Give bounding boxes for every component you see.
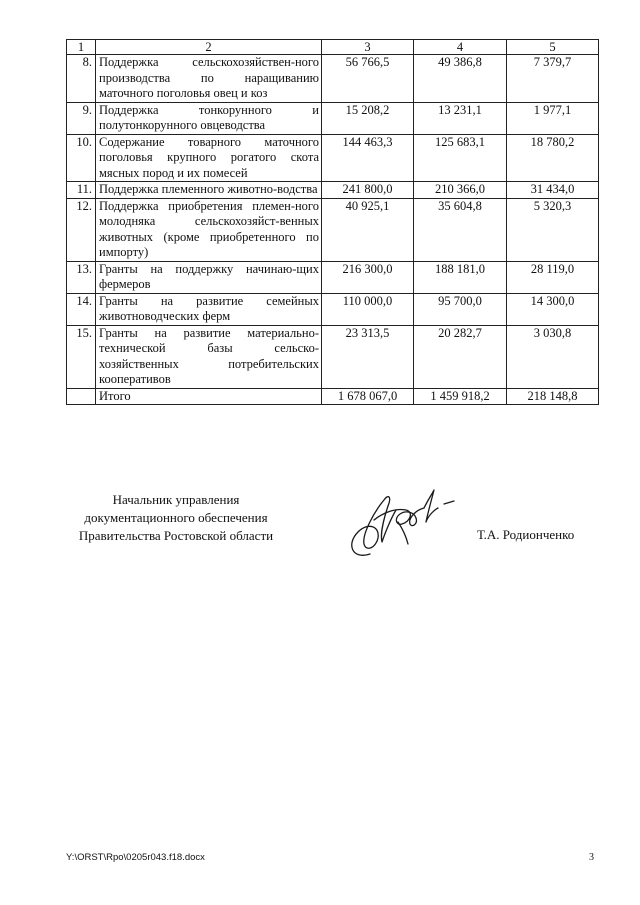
signatory-title-line: Начальник управления xyxy=(112,492,240,507)
row-number: 12. xyxy=(67,198,96,261)
table-row xyxy=(67,325,599,388)
row-number: 9. xyxy=(67,102,96,134)
table-header-row xyxy=(67,40,599,55)
table-row xyxy=(67,293,599,325)
row-value-col5: 14 300,0 xyxy=(507,293,599,325)
row-value-col5: 5 320,3 xyxy=(507,198,599,261)
row-number: 11. xyxy=(67,182,96,199)
row-value-col5: 31 434,0 xyxy=(507,182,599,199)
total-value-col4: 1 459 918,2 xyxy=(414,388,507,405)
header-cell-2: 2 xyxy=(96,40,322,55)
header-cell-4: 4 xyxy=(414,40,507,55)
budget-table xyxy=(66,39,599,405)
total-number-cell xyxy=(67,388,96,405)
row-value-col3: 23 313,5 xyxy=(322,325,414,388)
row-value-col3: 40 925,1 xyxy=(322,198,414,261)
row-name: Гранты на развитие материально-технической базы сельско-хозяйственных потребительских кооперативов xyxy=(96,325,322,388)
signatory-title-line: документационного обеспечения xyxy=(84,510,268,525)
row-value-col4: 13 231,1 xyxy=(414,102,507,134)
row-value-col4: 188 181,0 xyxy=(414,261,507,293)
row-number: 13. xyxy=(67,261,96,293)
header-cell-3: 3 xyxy=(322,40,414,55)
row-value-col5: 18 780,2 xyxy=(507,134,599,182)
row-value-col4: 125 683,1 xyxy=(414,134,507,182)
row-value-col4: 35 604,8 xyxy=(414,198,507,261)
table-row xyxy=(67,261,599,293)
row-value-col5: 1 977,1 xyxy=(507,102,599,134)
signatory-title xyxy=(66,491,286,545)
row-name: Поддержка племенного животно-водства xyxy=(96,182,322,199)
total-row xyxy=(67,388,599,405)
row-name: Гранты на развитие семейных животноводческих ферм xyxy=(96,293,322,325)
row-value-col4: 20 282,7 xyxy=(414,325,507,388)
row-value-col3: 15 208,2 xyxy=(322,102,414,134)
row-number: 10. xyxy=(67,134,96,182)
table-row xyxy=(67,134,599,182)
row-number: 14. xyxy=(67,293,96,325)
total-value-col3: 1 678 067,0 xyxy=(322,388,414,405)
row-value-col3: 110 000,0 xyxy=(322,293,414,325)
handwritten-signature xyxy=(340,482,458,566)
row-value-col4: 49 386,8 xyxy=(414,55,507,103)
total-value-col5: 218 148,8 xyxy=(507,388,599,405)
row-value-col3: 56 766,5 xyxy=(322,55,414,103)
row-value-col3: 216 300,0 xyxy=(322,261,414,293)
row-name: Гранты на поддержку начинаю-щих фермеров xyxy=(96,261,322,293)
row-number: 15. xyxy=(67,325,96,388)
table-row xyxy=(67,55,599,103)
row-value-col4: 95 700,0 xyxy=(414,293,507,325)
row-value-col3: 241 800,0 xyxy=(322,182,414,199)
total-label: Итого xyxy=(96,388,322,405)
row-value-col5: 3 030,8 xyxy=(507,325,599,388)
row-name: Содержание товарного маточного поголовья крупного рогатого скота мясных пород и их помесей xyxy=(96,134,322,182)
row-name: Поддержка тонкорунного и полутонкорунного овцеводства xyxy=(96,102,322,134)
row-value-col3: 144 463,3 xyxy=(322,134,414,182)
signer-name: Т.А. Родионченко xyxy=(477,527,575,542)
document-file-path: Y:\ORST\Rpo\0205r043.f18.docx xyxy=(66,852,205,863)
signatory-title-line: Правительства Ростовской области xyxy=(78,528,274,543)
table-row xyxy=(67,102,599,134)
table-row xyxy=(67,198,599,261)
header-cell-5: 5 xyxy=(507,40,599,55)
header-cell-1: 1 xyxy=(67,40,96,55)
page-number: 3 xyxy=(589,852,594,863)
table-row xyxy=(67,182,599,199)
row-value-col5: 28 119,0 xyxy=(507,261,599,293)
row-name: Поддержка сельскохозяйствен-ного производства по наращиванию маточного поголовья овец и коз xyxy=(96,55,322,103)
row-number: 8. xyxy=(67,55,96,103)
row-value-col4: 210 366,0 xyxy=(414,182,507,199)
row-value-col5: 7 379,7 xyxy=(507,55,599,103)
budget-table-body xyxy=(67,40,599,405)
row-name: Поддержка приобретения племен-ного молодняка сельскохозяйст-венных животных (кроме приобретенного по импорту) xyxy=(96,198,322,261)
